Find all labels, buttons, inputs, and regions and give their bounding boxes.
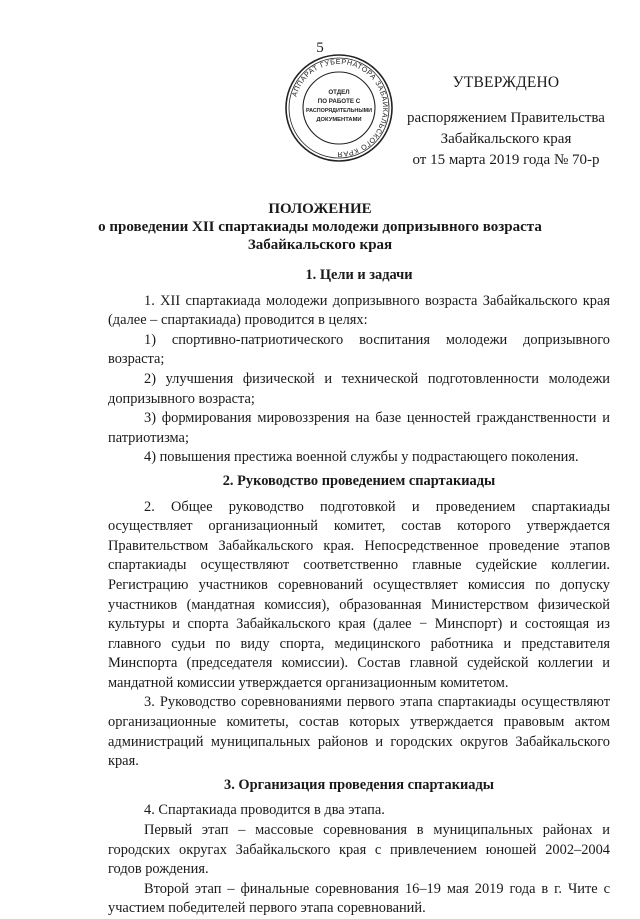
section-2-paragraph-1: 2. Общее руководство подготовкой и проведением спартакиады осуществляет организационный комитет, состав которого утверждается Правительством Забайкальского края. Непосредственное проведение этапов спартакиады осуществляют соответственно главные судейские коллегии. Регистрацию участников соревнований осуществляет комиссия по допуску участников (мандатная комиссия), образованная Министерством физической культуры и спорта Забайкальского края (далее − Минспорт) и состоящая из главного судьи по виду спорта, медицинского работника и представителя Минспорта (председателя комиссии). Состав главной судейской коллегии и мандатной комиссии утверждается организационным комитетом.	[108, 498, 610, 691]
stamp-line-3: РАСПОРЯДИТЕЛЬНЫМИ	[306, 108, 372, 114]
section-3-heading: 3. Организация проведения спартакиады	[224, 776, 494, 793]
document-body	[108, 262, 610, 919]
section-2-heading: 2. Руководство проведением спартакиады	[222, 472, 496, 489]
section-1-heading: 1. Цели и задачи	[305, 267, 413, 283]
document-subtitle-2: Забайкальского края	[247, 237, 393, 253]
section-1-paragraph-3: 2) улучшения физической и технической подготовленности молодежи допризывного возраста;	[108, 370, 610, 407]
section-3-paragraph-2: Первый этап – массовые соревнования в муниципальных районах и городских округах Забайкальского края с привлечением юношей 2002–2004 годов рождения.	[108, 822, 610, 878]
section-1-paragraph-2: 1) спортивно-патриотического воспитания молодежи допризывного возраста;	[108, 331, 610, 368]
document-subtitle-1: о проведении XII спартакиады молодежи допризывного возраста	[98, 219, 542, 235]
section-3-paragraph-3: Второй этап – финальные соревнования 16–19 мая 2019 года в г. Чите с участием победителей первого этапа соревнований.	[108, 880, 610, 917]
approval-line-2: Забайкальского края	[440, 131, 572, 147]
section-1-paragraph-5: 4) повышения престижа военной службы у подрастающего поколения.	[144, 449, 579, 466]
stamp-line-1: ОТДЕЛ	[328, 89, 350, 96]
section-3-paragraph-1: 4. Спартакиада проводится в два этапа.	[144, 802, 385, 819]
approval-line-3: от 15 марта 2019 года № 70-р	[412, 152, 600, 168]
stamp-line-2: ПО РАБОТЕ С	[317, 98, 361, 105]
document-title: ПОЛОЖЕНИЕ	[268, 201, 372, 217]
approval-block	[396, 72, 616, 171]
page-number: 5	[316, 40, 324, 56]
approval-line-1: распоряжением Правительства	[407, 110, 605, 126]
stamp-line-4: ДОКУМЕНТАМИ	[316, 117, 362, 123]
document-header	[0, 200, 640, 254]
stamp-ring-text: АППАРАТ ГУБЕРНАТОРА ЗАБАЙКАЛЬСКОГО КРАЯ	[289, 56, 391, 160]
section-1-paragraph-1: 1. XII спартакиада молодежи допризывного возраста Забайкальского края (далее – спартакиада) проводится в целях:	[108, 292, 610, 329]
official-stamp	[283, 52, 395, 164]
approval-title: УТВЕРЖДЕНО	[452, 74, 560, 91]
section-2-paragraph-2: 3. Руководство соревнованиями первого этапа спартакиады осуществляют организационные комитеты, состав которых утверждается правовым актом администраций муниципальных районов и городских округов Забайкальского края.	[108, 694, 610, 770]
section-1-paragraph-4: 3) формирования мировоззрения на базе ценностей гражданственности и патриотизма;	[108, 410, 610, 446]
